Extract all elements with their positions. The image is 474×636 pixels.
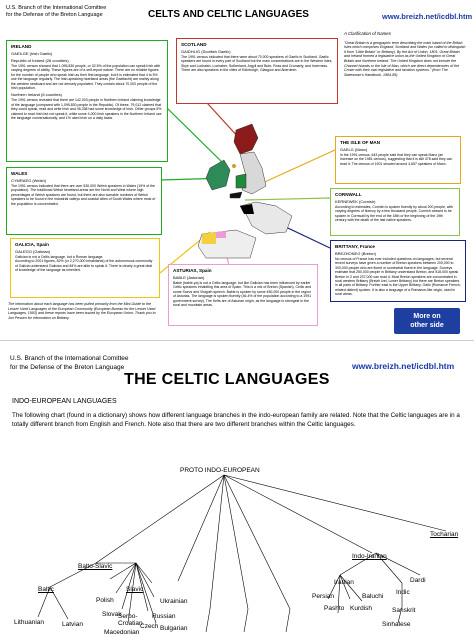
branch-balto-slavic: Balto-Slavic [78, 563, 113, 570]
brittany-text: No census of France has ever included questions on languages, but several recent surveys have given a number of Breton speakers between 200,000 to 300,000 people who are fluent or somewhat fluent in the language. Surveys estimate that 250,000 people in Brittany understand Breton, and 518,000 speak Breton in 2 and 237,000 can read it. Most Breton speakers are concentrated in rural western Brittany (Breizh Izel, Lower Brittany) but there are Breton speakers in all parts of Brittany. Further east is the Upper Brittany, Gallo (Romance French-related dialect) spoken. It is also a language of a Romance-like origin, used in rural areas. [335, 257, 461, 297]
lang-baluchi: Baluchi [362, 593, 384, 600]
cornwall-box [330, 188, 460, 236]
lang-pashto: Pashto [324, 605, 345, 612]
footnote: The information about each language has been pulled primarily from the Mini-Guide to the Lesser Used Languages of the European Community (European Bureau for the Lesser Used Languages, 1993) and these reports have been issued by the European Union. Thank you to Jon Pessen for information on Brittany. [8, 302, 156, 320]
ireland-north-heading: Northern Ireland (6 counties) [11, 92, 62, 98]
scotland-box [176, 38, 338, 104]
lang-bulgarian: Bulgarian [160, 625, 188, 632]
ireland-republic-text: The 1991 census showed that 1,095,830 people, or 32.5% of the population can speak Irish with varying degrees of ability. These figures are of a self-report nature. There are no reliable figures for the number of people who speak Irish as their first language, but it is estimated that 4 to 5% use the language regularly. The Irish-speaking heartland areas (the Gaeltacht) are mainly along the western seaboard and are not densely populated. They contain about 70,000 people of the Irish population. [11, 64, 161, 91]
brittany-title: BRITTANY, France [335, 244, 375, 249]
scotland-shape [234, 124, 258, 154]
wales-text: The 1991 census indicated that there are over 530,000 Welsh speakers in Wales (19% of the population). The traditional Welsh heartland areas are the North and West where high percentages of Welsh speakers are found, but there are also sizeable numbers of Welsh speakers to be found in the industrial valleys and coastal cities of South Wales where most of the population is concentrated. [11, 184, 156, 206]
lang-latvian: Latvian [62, 621, 83, 628]
lang-macedonian: Macedonian [104, 629, 140, 636]
lang-sanskrit: Sanskrit [392, 607, 416, 614]
wales-box [6, 167, 162, 235]
man-text: In the 1991 census, 643 people said that they can speak Manx (an increase on the 1981 census), suggesting that it is still 478 said they can read it. The census of 1901 showed around 4,657 speakers of Manx. [340, 153, 453, 166]
lang-persian: Persian [312, 593, 335, 600]
lang-slovak: Slovak [102, 611, 122, 618]
org-line-1: U.S. Branch of the International Comittee [6, 5, 107, 11]
galicia-note: Galician is not a Celtic language, but a Roman language. [15, 255, 104, 259]
ireland-title: IRELAND [11, 44, 32, 49]
cornwall-text: According to estimates, Cornish is spoken fluently by about 200 people, with varying degrees of fluency by a few thousand people. Cornish ceased to be spoken in Cornwall by the end of the 18th or the beginning of the 19th century with the death of the last native speakers. [335, 205, 454, 223]
galicia-text: According to 2001 figures, 82% (or 2,270,000 inhabitants) of the autonomous community of Galicia understand Galician and 84% are able to speak it. There is clearly a great deal of knowledge of the language as inherited. [15, 259, 153, 273]
ireland-box [6, 40, 168, 162]
scotland-title: SCOTLAND [181, 42, 207, 47]
ireland-republic-heading: Republic of Ireland (26 counties) [11, 58, 69, 63]
page-2 [0, 341, 474, 636]
cornwall-language: KERNEWEK (Cornish) [335, 199, 376, 204]
galicia-box [10, 238, 160, 298]
page-title-2: THE CELTIC LANGUAGES [124, 371, 330, 388]
wales-title: WALES [11, 171, 28, 176]
galicia-shape [202, 232, 216, 244]
europe-map [196, 110, 306, 260]
wales-language: CYMRAEG (Welsh) [11, 178, 47, 183]
lang-czech: Czech [140, 623, 159, 630]
more-line-2: other side [410, 322, 444, 329]
tree-root: PROTO INDO-EUROPEAN [180, 467, 260, 474]
man-title: THE ISLE OF MAN [340, 140, 381, 145]
scotland-text: The 1991 census indicated that there were about 70,000 speakers of Gaelic in Scotland. Gaelic speakers are found in every part of Scotland but the main concentrations are in the Western Isles, Skye and Lochalsh, Lochaber, Sutherland, Argyll and Bute, Ross and Cromarty, and Inverness. There are also speakers in the cities of Edinburgh, Glasgow and Aberdeen. [181, 55, 333, 73]
website-link[interactable]: www.breizh.net/icdbl.htm [382, 12, 473, 21]
lang-ukrainian: Ukrainian [160, 598, 188, 605]
ireland-shape [206, 160, 230, 190]
intro-text: The following chart (found in a dictionary) shows how different language branches in the indo-european family are related. Note that the Celtic languages are in a totally different branch from English and French. Note also that there are two different branches within the Celtic languages. [12, 412, 460, 428]
lang-lithuanian: Lithuanian [14, 619, 44, 626]
org2-line-2: for the Defense of the Breton Language [10, 363, 125, 371]
lang-russian: Russian [152, 613, 176, 620]
branch-indo-iranian: Indo-Iranian [352, 553, 387, 560]
org2-line-1: U.S. Branch of the International Comittee [10, 355, 129, 362]
brittany-box [330, 240, 466, 302]
lang-polish: Polish [96, 597, 114, 604]
quote-text: "Great Britain is a geographic term describing the main island of the British Isles which comprises England, Scotland and Wales (so called to distinguish it from "Little Britain" or Brittany). By the Act of Union, 1801, Great Britain and Ireland formed a legislative union as the United Kingdom of Great Britain and Northern Ireland. The United Kingdom does not include the Channel Islands or the Isle of Man, which are direct dependencies of the Crown with their own legislative and taxation systems." (from The Statesman's Handbook, 1984-85) [344, 40, 466, 77]
galicia-language: GALEGO (Galician) [15, 249, 51, 254]
lang-dardi: Dardi [410, 577, 426, 584]
quote-title: A Clarification of Names [344, 31, 391, 36]
wales-shape [236, 174, 246, 188]
more-on-other-side-button[interactable] [394, 308, 460, 334]
brittany-language: BREZHONEG (Breton) [335, 251, 376, 256]
asturias-text: Bable (bable-ya) is not a Celtic language, but like Galician has been influenced by earlier Celtic speakers inhabiting this area of Spain. This is a mix of Breton (Spanish), Celtic and some Suevs and Visigoth speech. Bable is spoken by some 450,000 people in the region of Asturias. The language is spoken fluently (46.4% of the population according to a 1991 government survey). The Kelts are of Asturian origin, as the language is strongest in the rural and mountain areas. [173, 281, 312, 308]
asturias-box [168, 264, 318, 326]
branch-slavic: Slavic [126, 586, 144, 593]
ireland-language: GAEILGE (Irish Gaelic) [11, 51, 53, 56]
isle-of-man-box [335, 136, 461, 184]
scotland-language: GAIDHLIG (Scottish Gaelic) [181, 49, 231, 54]
website-link-2[interactable]: www.breizh.net/icdbl.htm [352, 361, 455, 371]
page-title: CELTS AND CELTIC LANGUAGES [148, 9, 309, 20]
branch-tocharian: Tocharian [430, 531, 459, 538]
lang-sinhalese: Sinhalese [382, 621, 411, 628]
cornwall-shape [230, 192, 242, 198]
asturias-shape [216, 231, 226, 238]
lang-iranian: Iranian [334, 579, 354, 586]
section-heading: INDO-EUROPEAN LANGUAGES [12, 398, 117, 405]
lang-kurdish: Kurdish [350, 605, 373, 612]
org-line-2: for the Defense of the Breton Language [6, 12, 103, 18]
ireland-north-text: The 1991 census revealed that there are 142,003 people in Northern Ireland claiming knowledge of the language (compared with 1,095,830 people in the Republic). Of these, 79,012 claimed that they could speak, read and write Irish and 45,338 had some knowledge of Irish. Other groups 5% claimed to read Irish but not speak it, while some 4,000 Irish speakers in the Northern Ireland use the language conversationally, and 1% used Irish on a daily basis. [11, 98, 162, 121]
branch-baltic: Baltic [38, 586, 54, 593]
lang-indic: Indic [396, 589, 410, 596]
more-line-1: More on [413, 313, 441, 320]
isle-of-man-shape [232, 164, 236, 168]
man-language: GAELG (Manx) [340, 147, 368, 152]
lang-serbo-croatian: Serbo- Croatian [118, 613, 143, 627]
cornwall-title: CORNWALL [335, 192, 362, 197]
asturias-language: BABLE (Asturian) [173, 275, 205, 280]
asturias-title: ASTURIAS, Spain [173, 268, 212, 273]
galicia-title: GALICIA, Spain [15, 242, 49, 247]
